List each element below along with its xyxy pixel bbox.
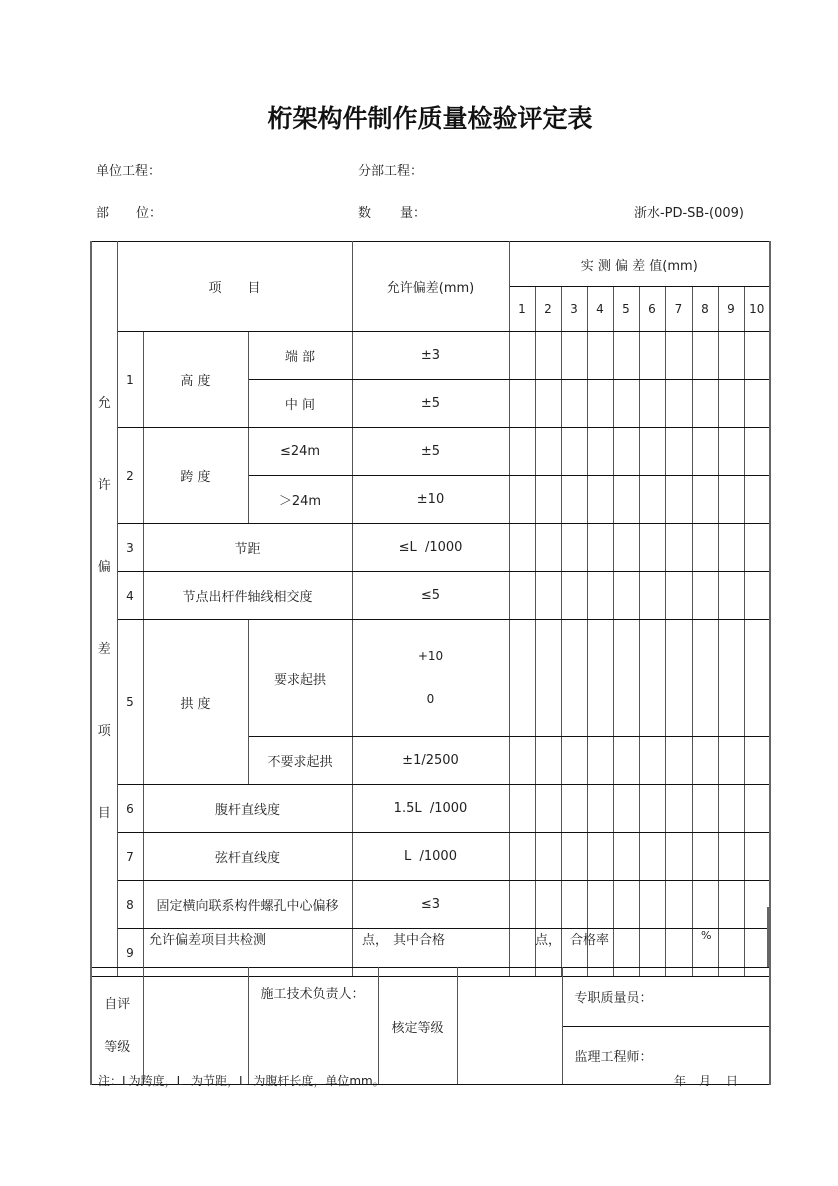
measured-value-cell [692,572,718,620]
item-name: 节距 [143,524,352,572]
form-title: 桁架构件制作质量检验评定表 [267,104,593,133]
measured-value-cell [561,428,587,476]
measured-value-cell [509,572,535,620]
measured-value-cell [535,833,561,881]
item-number: 2 [117,428,143,524]
measured-value-cell [639,572,665,620]
measured-value-cell [718,620,744,737]
measured-value-cell [692,737,718,785]
measured-value-cell [665,524,692,572]
measured-value-cell [639,380,665,428]
measured-value-cell [561,785,587,833]
measured-value-cell [587,476,613,524]
measured-col-header: 5 [613,287,639,332]
item-name: 拱 度 [143,620,248,785]
footnote: 注：L为跨度，L 为节距，L 为腹杆长度，单位mm。 [98,1074,385,1088]
self-grade-line2: 等级 [104,1040,131,1055]
measured-value-cell [665,380,692,428]
measured-value-cell [535,572,561,620]
item-number: 3 [117,524,143,572]
measured-value-cell [561,524,587,572]
measured-value-cell [744,833,770,881]
verified-grade-label: 核定等级 [378,968,457,1085]
measured-value-cell [613,476,639,524]
measured-value-cell [692,476,718,524]
measured-value-cell [692,332,718,380]
measured-value-cell [639,332,665,380]
inspection-table [90,241,771,977]
measured-value-cell [613,332,639,380]
measured-value-cell [535,737,561,785]
allowed-deviation: ±3 [352,332,509,380]
sub-item-name: 中 间 [248,380,352,428]
measured-value-cell [718,737,744,785]
self-grade-value [143,968,248,1085]
passed-points-label: 其中合格 [393,933,446,948]
sub-project-label: 分部工程： [358,164,424,179]
tech-lead-label: 施工技术负责人： [248,968,378,1085]
table-row [91,428,770,476]
summary-row [90,907,769,967]
side-label-char: 偏 [97,560,111,575]
measured-value-cell [613,785,639,833]
measured-value-cell [692,524,718,572]
header-row [91,242,770,287]
measured-value-cell [535,380,561,428]
measured-value-cell [639,476,665,524]
measured-value-cell [718,380,744,428]
measured-value-cell [509,785,535,833]
percent-sign: % [701,929,712,942]
measured-col-header: 6 [639,287,665,332]
part-label-a: 部 [96,206,110,221]
points-label: 点， [535,933,562,948]
measured-value-cell [665,620,692,737]
measured-value-cell [639,428,665,476]
measured-value-cell [718,332,744,380]
side-label-char: 项 [97,724,111,739]
quantity-label-a: 数 [358,206,372,221]
measured-value-cell [744,737,770,785]
item-number: 4 [117,572,143,620]
measured-value-cell [613,428,639,476]
quantity-label-b: 量： [400,206,427,221]
measured-value-cell [692,833,718,881]
table-row [91,572,770,620]
measured-value-cell [613,620,639,737]
sub-item-name: 不要求起拱 [248,737,352,785]
signoff-row [91,968,770,1027]
checked-points-label: 允许偏差项目共检测 [149,933,267,948]
allowed-deviation: ±5 [352,428,509,476]
side-label-char: 差 [97,642,111,657]
date-year-label: 年 [674,1074,687,1088]
measured-value-cell [561,380,587,428]
allowed-deviation-header: 允许偏差(mm) [352,242,509,332]
measured-value-cell [587,620,613,737]
measured-value-cell [744,620,770,737]
allowed-deviation: ≤L /1000 [352,524,509,572]
item-number: 6 [117,785,143,833]
measured-col-header: 9 [718,287,744,332]
allowed-deviation-lower: 0 [426,692,435,706]
points-label: 点， [362,933,389,948]
measured-value-cell [744,476,770,524]
measured-value-cell [509,620,535,737]
item-header: 项 目 [117,242,352,332]
side-label-char: 目 [97,806,111,821]
measured-deviation-header: 实 测 偏 差 值(mm) [509,242,770,287]
unit-project-label: 单位工程： [96,164,162,179]
item-name: 固定横向联系构件螺孔中心偏移 [143,881,352,929]
item-name: 腹杆直线度 [143,785,352,833]
measured-value-cell [692,380,718,428]
verified-grade-value [457,968,562,1085]
measured-value-cell [535,332,561,380]
measured-value-cell [665,737,692,785]
pass-rate-label: 合格率 [570,933,610,948]
measured-value-cell [587,428,613,476]
measured-value-cell [718,785,744,833]
measured-value-cell [692,620,718,737]
measured-col-header: 2 [535,287,561,332]
measured-value-cell [561,620,587,737]
measured-col-header: 1 [509,287,535,332]
measured-value-cell [744,428,770,476]
item-name: 高 度 [143,332,248,428]
measured-value-cell [718,524,744,572]
measured-value-cell [509,524,535,572]
measured-col-header: 3 [561,287,587,332]
allowed-deviation: ≤5 [352,572,509,620]
measured-value-cell [535,785,561,833]
measured-value-cell [744,332,770,380]
allowed-deviation: ≤3 [352,881,509,929]
signoff-table [90,967,771,1085]
measured-value-cell [744,785,770,833]
measured-value-cell [509,737,535,785]
measured-value-cell [535,428,561,476]
table-row [91,785,770,833]
measured-value-cell [587,524,613,572]
measured-value-cell [744,524,770,572]
measured-value-cell [509,833,535,881]
table-row [91,332,770,380]
measured-value-cell [587,332,613,380]
measured-value-cell [509,428,535,476]
measured-value-cell [613,737,639,785]
measured-value-cell [509,332,535,380]
measured-value-cell [692,428,718,476]
measured-value-cell [744,380,770,428]
measured-value-cell [639,833,665,881]
allowed-deviation: L /1000 [352,833,509,881]
part-label-b: 位： [136,206,163,221]
measured-col-header: 4 [587,287,613,332]
measured-value-cell [718,833,744,881]
allowed-deviation: ±1/2500 [352,737,509,785]
measured-value-cell [665,785,692,833]
allowed-deviation-upper: +10 [417,649,444,663]
self-grade-line1: 自评 [104,997,131,1012]
measured-value-cell [639,737,665,785]
item-number: 9 [117,929,143,977]
sub-item-name: ≤24m [248,428,352,476]
measured-value-cell [613,380,639,428]
measured-value-cell [561,572,587,620]
measured-value-cell [509,380,535,428]
side-label-char: 许 [97,478,111,493]
item-name: 弦杆直线度 [143,833,352,881]
measured-value-cell [587,737,613,785]
measured-value-cell [744,572,770,620]
date-day-label: 日 [726,1074,739,1088]
measured-value-cell [665,332,692,380]
item-number: 1 [117,332,143,428]
measured-value-cell [665,428,692,476]
measured-col-header: 8 [692,287,718,332]
measured-value-cell [665,476,692,524]
allowed-deviation [352,620,509,737]
measured-value-cell [587,380,613,428]
measured-value-cell [718,428,744,476]
measured-value-cell [718,572,744,620]
qc-officer-label: 专职质量员： [562,968,770,1027]
table-row [91,524,770,572]
item-number: 5 [117,620,143,785]
measured-col-header: 7 [665,287,692,332]
measured-value-cell [535,524,561,572]
measured-value-cell [535,620,561,737]
measured-col-header: 10 [744,287,770,332]
measured-value-cell [665,572,692,620]
item-name: 跨 度 [143,428,248,524]
measured-value-cell [639,620,665,737]
measured-value-cell [561,476,587,524]
date-month-label: 月 [699,1074,712,1088]
measured-value-cell [561,332,587,380]
measured-value-cell [587,833,613,881]
item-number: 8 [117,881,143,929]
allowed-deviation: 1.5L /1000 [352,785,509,833]
self-grade-label [91,968,143,1085]
table-row [91,833,770,881]
item-number: 7 [117,833,143,881]
measured-value-cell [718,476,744,524]
item-name: 节点出杆件轴线相交度 [143,572,352,620]
allowed-deviation: ±10 [352,476,509,524]
measured-value-cell [639,524,665,572]
form-code: 浙水-PD-SB-(009) [633,206,744,221]
measured-value-cell [561,737,587,785]
measured-value-cell [535,476,561,524]
measured-value-cell [613,572,639,620]
sub-item-name: ＞24m [248,476,352,524]
side-label-cell [91,242,117,977]
measured-value-cell [561,833,587,881]
measured-value-cell [613,833,639,881]
measured-value-cell [587,785,613,833]
supervisor-label: 监理工程师： [562,1026,770,1085]
sub-item-name: 端 部 [248,332,352,380]
measured-value-cell [692,785,718,833]
side-label-char: 允 [97,396,111,411]
measured-value-cell [613,524,639,572]
table-row [91,620,770,737]
measured-value-cell [639,785,665,833]
sub-item-name: 要求起拱 [248,620,352,737]
measured-value-cell [587,572,613,620]
measured-value-cell [509,476,535,524]
measured-value-cell [665,833,692,881]
allowed-deviation: ±5 [352,380,509,428]
